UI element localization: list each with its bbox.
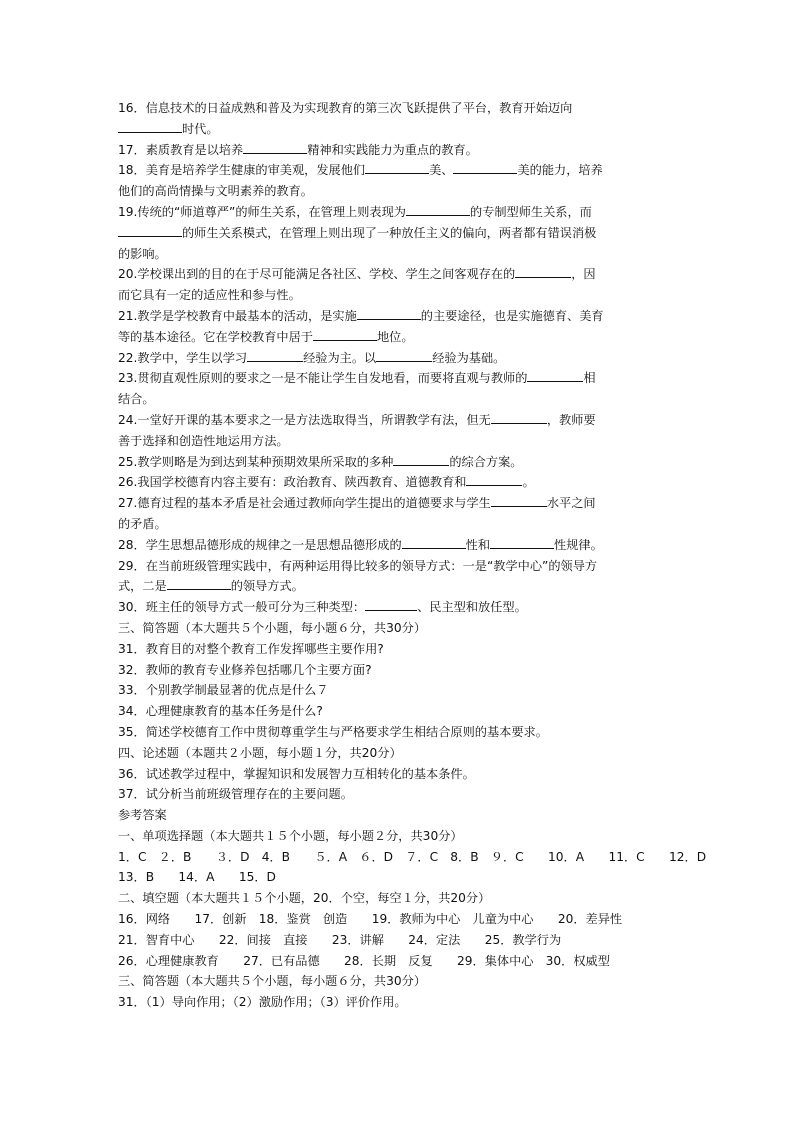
answers-title: 参考答案: [118, 808, 167, 823]
question-19-cont2: 的影响。: [118, 246, 167, 261]
question-17: 17．素质教育是以培养 精神和实践能力为重点的教育。: [118, 140, 684, 161]
question-27-cont: 的矛盾。: [118, 516, 167, 531]
answer-blank: [406, 202, 470, 216]
question-34: 34．心理健康教育的基本任务是什么?: [118, 704, 323, 719]
question-29-cont: 式，二是 的领导方式。: [118, 576, 684, 597]
answer-blank: [357, 306, 421, 320]
answer-blank: [490, 535, 554, 549]
exam-page: [118, 98, 707, 1013]
question-26: 26.我国学校德育内容主要有：政治教育、陕西教育、道德教育和 。: [118, 472, 684, 493]
question-21-cont: 等的基本途径。它在学校教育中居于 地位。: [118, 327, 684, 348]
answer-blank: [247, 348, 303, 362]
question-30: 30．班主任的领导方式一般可分为三种类型： 、民主型和放任型。: [118, 597, 684, 618]
answer-blank: [376, 348, 432, 362]
question-33: 33．个别教学制最显著的优点是什么７: [118, 683, 329, 698]
answer-blank: [466, 472, 522, 486]
answer-blank: [491, 410, 547, 424]
question-18-cont: 他们的高尚情操与文明素养的教育。: [118, 184, 313, 199]
question-21: 21.教学是学校教育中最基本的活动，是实施 的主要途径，也是实施德育、美育: [118, 306, 684, 327]
question-31: 31．教育目的对整个教育工作发挥哪些主要作用?: [118, 641, 384, 656]
question-16: 16．信息技术的日益成熟和普及为实现教育的第三次飞跃提供了平台，教育开始迈向: [118, 101, 573, 115]
answer-blank: [365, 160, 429, 174]
question-28: 28．学生思想品德形成的规律之一是思想品德形成的 性和 性规律。: [118, 535, 684, 556]
question-24-cont: 善于选择和创造性地运用方法。: [118, 433, 289, 448]
question-32: 32．教师的教育专业修养包括哪几个主要方面?: [118, 662, 372, 677]
question-24: 24.一堂好开课的基本要求之一是方法选取得当，所谓教学有法，但无 ，教师要: [118, 410, 684, 431]
answer-blank: [365, 597, 417, 611]
answers-section-1-heading: 一、单项选择题（本大题共１５个小题，每小题２分，共30分）: [118, 828, 463, 843]
section-heading-essay: 四、论述题（本题共２小题，每小题１分，共20分）: [118, 745, 402, 760]
question-37: 37．试分析当前班级管理存在的主要问题。: [118, 787, 353, 802]
answers-section-3-heading: 三、简答题（本大题共５个小题，每小题６分，共30分）: [118, 974, 427, 989]
question-19: 19.传统的“师道尊严”的师生关系，在管理上则表现为 的专制型师生关系，而: [118, 202, 684, 223]
answer-blank: [453, 160, 517, 174]
answers-section-2-line-1: 16．网络 17．创新 18．鉴赏 创造 19．教师为中心 儿童为中心 20．差异性: [118, 912, 623, 927]
answers-section-2-line-2: 21．智育中心 22．间接 直接 23．讲解 24．定法 25．教学行为: [118, 932, 562, 947]
answers-section-2-line-3: 26．心理健康教育 27．已有品德 28．长期 反复 29．集体中心 30．权威型: [118, 953, 610, 968]
answer-blank: [243, 140, 307, 154]
question-16-cont: 时代。: [118, 119, 684, 140]
answer-blank: [313, 327, 377, 341]
question-22: 22.教学中，学生以学习 经验为主。以 经验为基础。: [118, 348, 684, 369]
section-heading-short-answer: 三、简答题（本大题共５个小题，每小题６分，共30分）: [118, 620, 427, 635]
answer-blank: [118, 119, 182, 133]
answer-blank: [515, 264, 571, 278]
question-18: 18．美育是培养学生健康的审美观，发展他们 美、 美的能力，培养: [118, 160, 684, 181]
question-20: 20.学校课出到的目的在于尽可能满足各社区、学校、学生之间客观存在的 ，因: [118, 264, 684, 285]
answer-blank: [491, 493, 547, 507]
answer-blank: [402, 535, 466, 549]
question-25: 25.教学则略是为到达到某种预期效果所采取的多种 的综合方案。: [118, 452, 684, 473]
question-29: 29．在当前班级管理实践中，有两种运用得比较多的领导方式：一是“教学中心”的领导方: [118, 558, 598, 573]
question-19-cont: 的师生关系模式，在管理上则出现了一种放任主义的偏向，两者都有错误消极: [118, 223, 684, 244]
answer-blank: [393, 452, 449, 466]
answer-blank: [527, 368, 583, 382]
answers-section-1-line-2: 13．B 14．A 15．D: [118, 870, 276, 885]
question-35: 35．简述学校德育工作中贯彻尊重学生与严格要求学生相结合原则的基本要求。: [118, 724, 548, 739]
answers-section-3-line-1: 31．（1）导向作用；（2）激励作用；（3）评价作用。: [118, 995, 407, 1010]
question-23: 23.贯彻直观性原则的要求之一是不能让学生自发地看，而要将直观与教师的 相: [118, 368, 684, 389]
question-36: 36．试述教学过程中，掌握知识和发展智力互相转化的基本条件。: [118, 766, 475, 781]
answers-section-1-line-1: 1．C ２．B ３．D 4．B ５．A ６．D ７．C 8．B ９．C 10．A 11．C 12．D: [118, 849, 707, 864]
answers-section-2-heading: 二、填空题（本大题共１５个小题，20．个空，每空１分，共20分）: [118, 891, 491, 906]
question-20-cont: 而它具有一定的适应性和参与性。: [118, 288, 301, 303]
question-23-cont: 结合。: [118, 392, 155, 407]
answer-blank: [167, 576, 231, 590]
question-27: 27.德育过程的基本矛盾是社会通过教师向学生提出的道德要求与学生 水平之间: [118, 493, 684, 514]
answer-blank: [118, 223, 182, 237]
